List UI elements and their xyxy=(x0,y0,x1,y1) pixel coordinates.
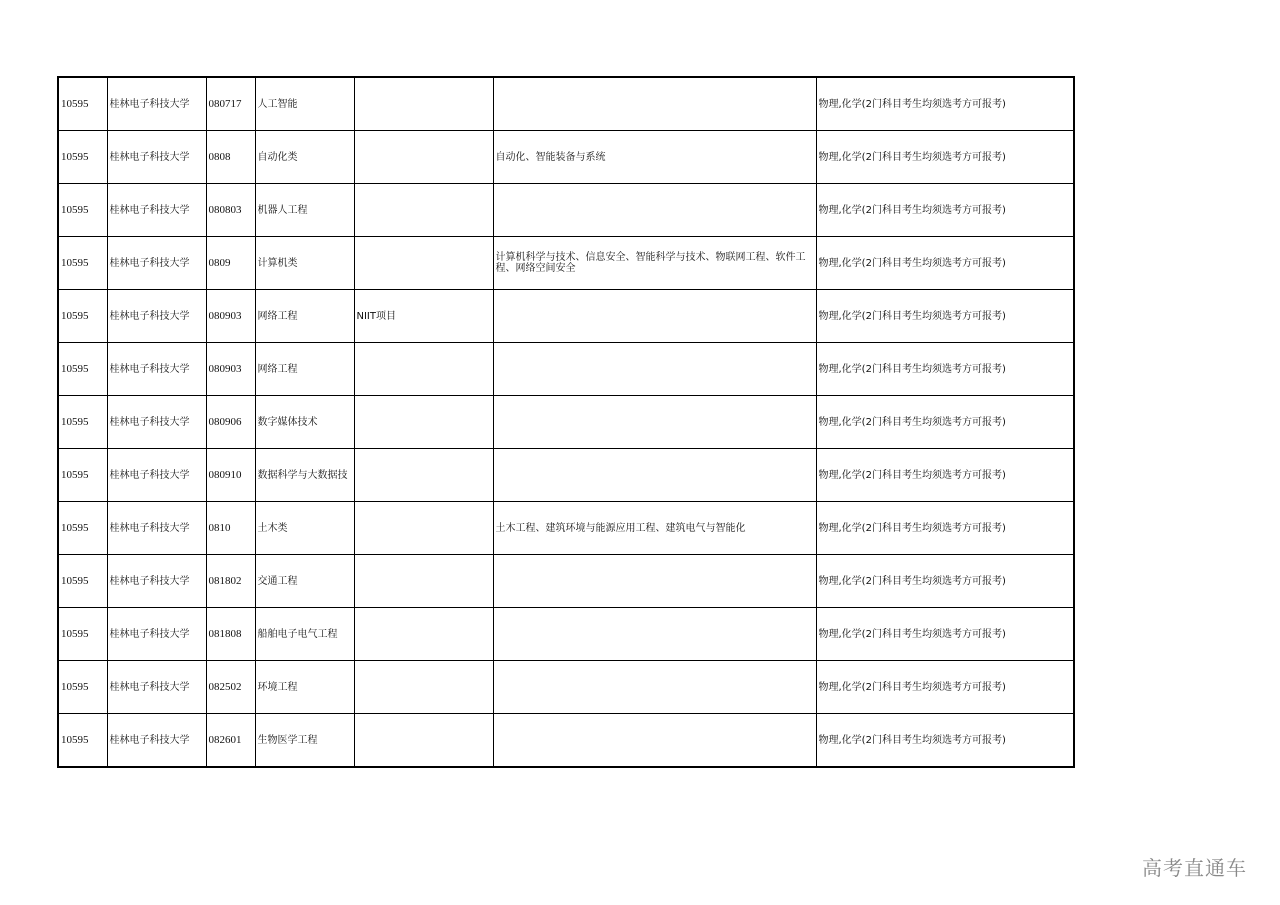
subject-requirement-cell: 物理,化学(2门科目考生均须选考方可报考) xyxy=(816,237,1074,290)
includes-majors-cell xyxy=(493,184,816,237)
watermark-logo: 高考直通车 xyxy=(1142,856,1247,880)
school-name-cell: 桂林电子科技大学 xyxy=(107,77,206,131)
school-name-cell: 桂林电子科技大学 xyxy=(107,131,206,184)
school-name-cell: 桂林电子科技大学 xyxy=(107,343,206,396)
school-code-cell: 10595 xyxy=(58,502,107,555)
school-name-cell: 桂林电子科技大学 xyxy=(107,449,206,502)
major-name-cell: 人工智能 xyxy=(255,77,354,131)
table-row xyxy=(58,343,1074,396)
school-name-cell: 桂林电子科技大学 xyxy=(107,237,206,290)
table-row xyxy=(58,502,1074,555)
includes-majors-cell xyxy=(493,661,816,714)
school-name-cell: 桂林电子科技大学 xyxy=(107,396,206,449)
note-cell xyxy=(354,77,493,131)
school-name-cell: 桂林电子科技大学 xyxy=(107,290,206,343)
major-name-cell: 土木类 xyxy=(255,502,354,555)
includes-majors-cell xyxy=(493,714,816,768)
table-row xyxy=(58,131,1074,184)
table-row xyxy=(58,661,1074,714)
school-code-cell: 10595 xyxy=(58,449,107,502)
table-row xyxy=(58,608,1074,661)
major-name-cell: 网络工程 xyxy=(255,290,354,343)
major-name-cell: 数字媒体技术 xyxy=(255,396,354,449)
major-name-cell: 机器人工程 xyxy=(255,184,354,237)
includes-majors-cell xyxy=(493,290,816,343)
major-name-cell: 数据科学与大数据技 xyxy=(255,449,354,502)
subject-requirement-cell: 物理,化学(2门科目考生均须选考方可报考) xyxy=(816,555,1074,608)
includes-majors-cell xyxy=(493,555,816,608)
major-code-cell: 080803 xyxy=(206,184,255,237)
school-code-cell: 10595 xyxy=(58,77,107,131)
subject-requirement-cell: 物理,化学(2门科目考生均须选考方可报考) xyxy=(816,290,1074,343)
table-row xyxy=(58,290,1074,343)
subject-requirement-cell: 物理,化学(2门科目考生均须选考方可报考) xyxy=(816,502,1074,555)
note-cell xyxy=(354,343,493,396)
note-cell xyxy=(354,555,493,608)
includes-majors-cell xyxy=(493,608,816,661)
major-code-cell: 082502 xyxy=(206,661,255,714)
table-row xyxy=(58,396,1074,449)
includes-majors-cell xyxy=(493,449,816,502)
major-code-cell: 080717 xyxy=(206,77,255,131)
subject-requirement-cell: 物理,化学(2门科目考生均须选考方可报考) xyxy=(816,77,1074,131)
major-code-cell: 081802 xyxy=(206,555,255,608)
includes-majors-cell xyxy=(493,396,816,449)
note-cell xyxy=(354,714,493,768)
table-row xyxy=(58,714,1074,768)
subject-requirement-cell: 物理,化学(2门科目考生均须选考方可报考) xyxy=(816,343,1074,396)
school-name-cell: 桂林电子科技大学 xyxy=(107,184,206,237)
includes-majors-cell: 土木工程、建筑环境与能源应用工程、建筑电气与智能化 xyxy=(493,502,816,555)
note-cell xyxy=(354,131,493,184)
major-code-cell: 080906 xyxy=(206,396,255,449)
major-code-cell: 080903 xyxy=(206,290,255,343)
school-code-cell: 10595 xyxy=(58,290,107,343)
school-code-cell: 10595 xyxy=(58,661,107,714)
table-row xyxy=(58,449,1074,502)
major-code-cell: 080903 xyxy=(206,343,255,396)
school-name-cell: 桂林电子科技大学 xyxy=(107,714,206,768)
enrollment-table xyxy=(57,76,1075,768)
major-code-cell: 081808 xyxy=(206,608,255,661)
subject-requirement-cell: 物理,化学(2门科目考生均须选考方可报考) xyxy=(816,608,1074,661)
major-code-cell: 082601 xyxy=(206,714,255,768)
table-body xyxy=(58,77,1074,767)
school-code-cell: 10595 xyxy=(58,184,107,237)
table-row xyxy=(58,237,1074,290)
note-cell xyxy=(354,502,493,555)
school-name-cell: 桂林电子科技大学 xyxy=(107,608,206,661)
note-cell xyxy=(354,396,493,449)
includes-majors-cell xyxy=(493,77,816,131)
school-code-cell: 10595 xyxy=(58,131,107,184)
note-cell xyxy=(354,608,493,661)
major-code-cell: 080910 xyxy=(206,449,255,502)
table-row xyxy=(58,184,1074,237)
major-name-cell: 网络工程 xyxy=(255,343,354,396)
school-code-cell: 10595 xyxy=(58,555,107,608)
major-code-cell: 0810 xyxy=(206,502,255,555)
includes-majors-cell: 自动化、智能装备与系统 xyxy=(493,131,816,184)
major-code-cell: 0809 xyxy=(206,237,255,290)
major-name-cell: 交通工程 xyxy=(255,555,354,608)
school-name-cell: 桂林电子科技大学 xyxy=(107,502,206,555)
major-name-cell: 自动化类 xyxy=(255,131,354,184)
note-cell xyxy=(354,237,493,290)
major-name-cell: 环境工程 xyxy=(255,661,354,714)
school-code-cell: 10595 xyxy=(58,608,107,661)
note-cell xyxy=(354,449,493,502)
school-code-cell: 10595 xyxy=(58,343,107,396)
major-name-cell: 船舶电子电气工程 xyxy=(255,608,354,661)
school-code-cell: 10595 xyxy=(58,237,107,290)
major-name-cell: 生物医学工程 xyxy=(255,714,354,768)
major-name-cell: 计算机类 xyxy=(255,237,354,290)
subject-requirement-cell: 物理,化学(2门科目考生均须选考方可报考) xyxy=(816,184,1074,237)
school-code-cell: 10595 xyxy=(58,396,107,449)
table-row xyxy=(58,555,1074,608)
note-cell: NIIT项目 xyxy=(354,290,493,343)
subject-requirement-cell: 物理,化学(2门科目考生均须选考方可报考) xyxy=(816,714,1074,768)
school-name-cell: 桂林电子科技大学 xyxy=(107,555,206,608)
subject-requirement-cell: 物理,化学(2门科目考生均须选考方可报考) xyxy=(816,396,1074,449)
school-name-cell: 桂林电子科技大学 xyxy=(107,661,206,714)
subject-requirement-cell: 物理,化学(2门科目考生均须选考方可报考) xyxy=(816,449,1074,502)
subject-requirement-cell: 物理,化学(2门科目考生均须选考方可报考) xyxy=(816,661,1074,714)
major-code-cell: 0808 xyxy=(206,131,255,184)
note-cell xyxy=(354,661,493,714)
school-code-cell: 10595 xyxy=(58,714,107,768)
subject-requirement-cell: 物理,化学(2门科目考生均须选考方可报考) xyxy=(816,131,1074,184)
includes-majors-cell xyxy=(493,343,816,396)
includes-majors-cell: 计算机科学与技术、信息安全、智能科学与技术、物联网工程、软件工程、网络空间安全 xyxy=(493,237,816,290)
note-cell xyxy=(354,184,493,237)
table-row xyxy=(58,77,1074,131)
